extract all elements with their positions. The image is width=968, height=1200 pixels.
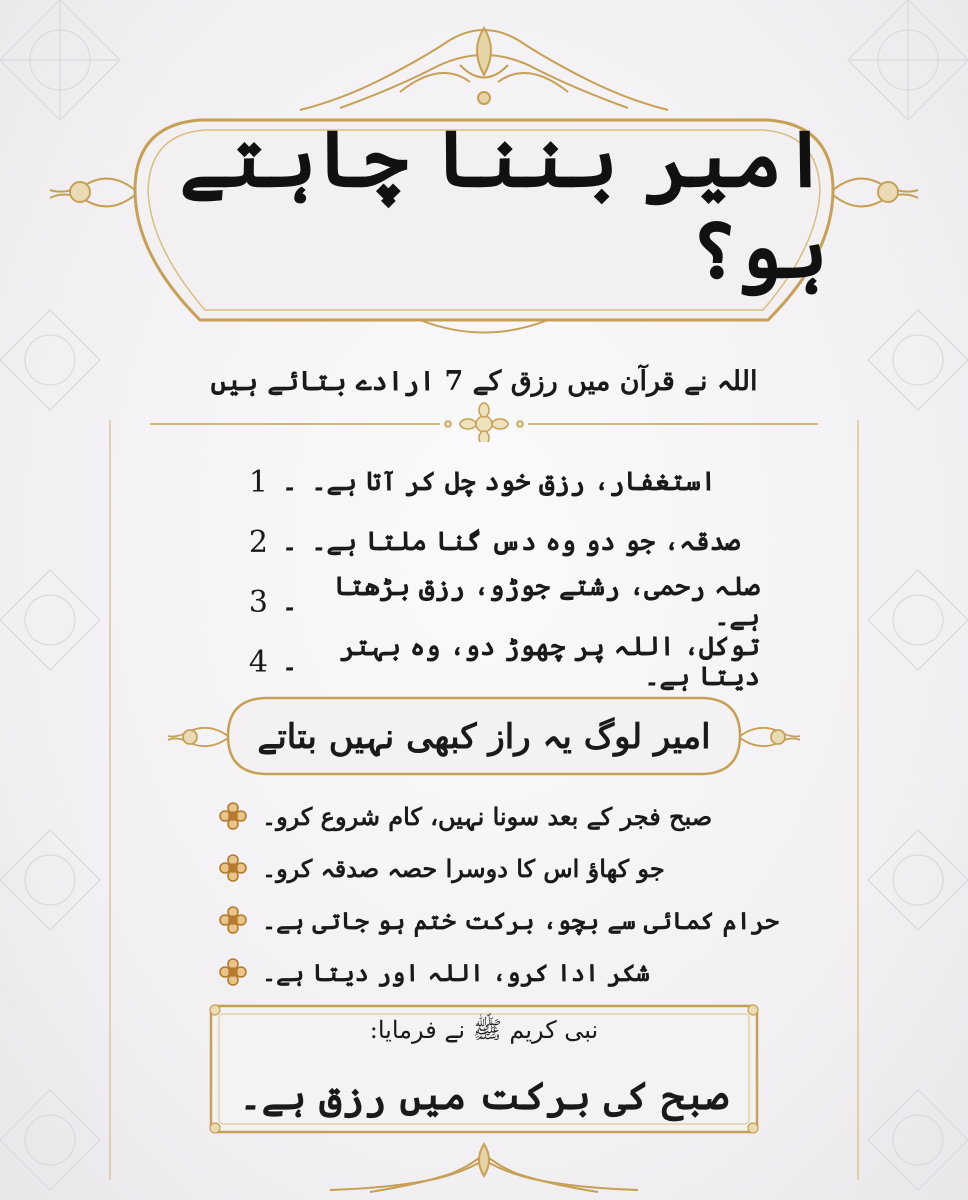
subtitle: اللہ نے قرآن میں رزق کے 7 ارادے بتائے ہیں [210, 365, 758, 397]
list-item [218, 894, 780, 946]
flower-bullet-icon [218, 853, 248, 883]
item-text: شکر ادا کرو، اللہ اور دیتا ہے۔ [262, 957, 650, 987]
hadith-quote: صبح کی برکت میں رزق ہے۔ [239, 1072, 729, 1118]
item-separator: ۔ [282, 647, 298, 677]
banner-heading: امیر لوگ یہ راز کبھی نہیں بتاتے [257, 716, 711, 757]
item-number: 1 [248, 464, 268, 500]
item-text: جو کھاؤ اس کا دوسرا حصہ صدقہ کرو۔ [262, 853, 665, 883]
item-text: توکل، اللہ پر چھوڑ دو، وہ بہتر دیتا ہے۔ [340, 632, 760, 692]
secrets-list [218, 790, 780, 998]
list-item [218, 842, 780, 894]
flower-bullet-icon [218, 905, 248, 935]
list-item [220, 572, 760, 632]
item-separator: ۔ [282, 467, 298, 497]
hadith-intro: نبی کریم ﷺ نے فرمایا: [369, 1015, 599, 1044]
item-number: 2 [248, 524, 268, 560]
item-text: صبح فجر کے بعد سونا نہیں، کام شروع کرو۔ [262, 801, 713, 831]
list-item [218, 790, 780, 842]
item-number: 3 [248, 584, 268, 620]
list-item [220, 452, 760, 512]
item-text: استغفار، رزق خود چل کر آتا ہے۔ [311, 467, 716, 497]
poster-title: امیر بننا چاہتے ہو؟ [179, 114, 828, 296]
bottom-ornament [330, 1140, 638, 1200]
flower-bullet-icon [218, 957, 248, 987]
item-number: 4 [248, 644, 268, 680]
rizq-list [220, 452, 760, 692]
list-item [218, 946, 780, 998]
item-separator: ۔ [282, 527, 298, 557]
item-text: صدقہ، جو دو وہ دس گنا ملتا ہے۔ [311, 527, 741, 557]
ornamental-divider [150, 402, 818, 442]
item-separator: ۔ [282, 587, 298, 617]
list-item [220, 632, 760, 692]
item-text: حرام کمائی سے بچو، برکت ختم ہو جاتی ہے۔ [262, 905, 779, 935]
item-text: صلہ رحمی، رشتے جوڑو، رزق بڑھتا ہے۔ [333, 572, 760, 632]
flower-bullet-icon [218, 801, 248, 831]
list-item [220, 512, 760, 572]
